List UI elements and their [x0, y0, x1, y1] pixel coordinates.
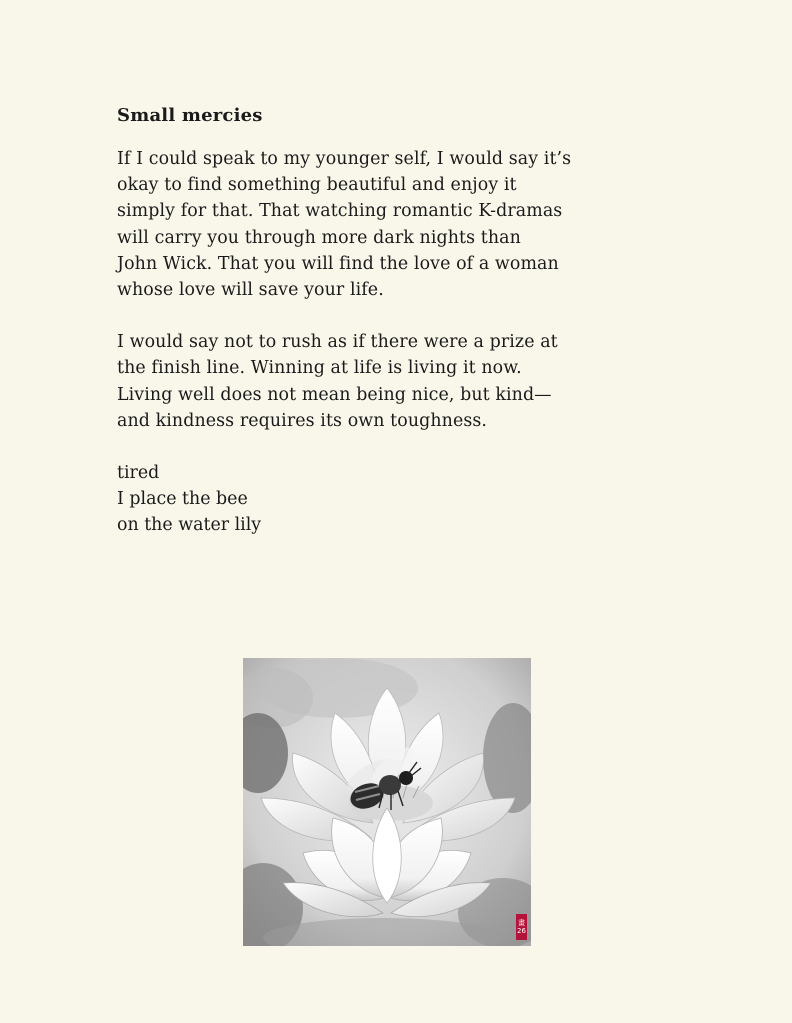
seal-text: 26 [517, 927, 526, 935]
haiku-line: I place the bee [117, 489, 248, 510]
text-line: If I could speak to my younger self, I would say it’s [117, 149, 572, 169]
poem-title: Small mercies [117, 105, 263, 126]
artist-seal [516, 914, 527, 940]
paragraph-2 [117, 329, 717, 434]
text-line: will carry you through more dark nights than [117, 227, 521, 248]
haiku [117, 460, 717, 539]
poem-page [117, 100, 717, 539]
text-line: the finish line. Winning at life is living it now. [117, 358, 522, 379]
text-line: whose love will save your life. [117, 280, 384, 301]
text-line: okay to find something beautiful and enjoy it [117, 175, 517, 196]
text-line: and kindness requires its own toughness. [117, 410, 488, 431]
text-line: John Wick. That you will find the love of a woman [117, 253, 559, 274]
lotus-bee-painting [243, 658, 531, 946]
text-line: simply for that. That watching romantic K-dramas [117, 201, 563, 222]
lotus-bee-illustration [243, 658, 531, 946]
seal-mark: 畫 [518, 919, 525, 927]
text-line: I would say not to rush as if there were a prize at [117, 332, 558, 353]
paragraph-1 [117, 146, 717, 303]
haiku-line: tired [117, 463, 160, 484]
haiku-line: on the water lily [117, 515, 262, 536]
text-line: Living well does not mean being nice, but kind— [117, 384, 552, 405]
